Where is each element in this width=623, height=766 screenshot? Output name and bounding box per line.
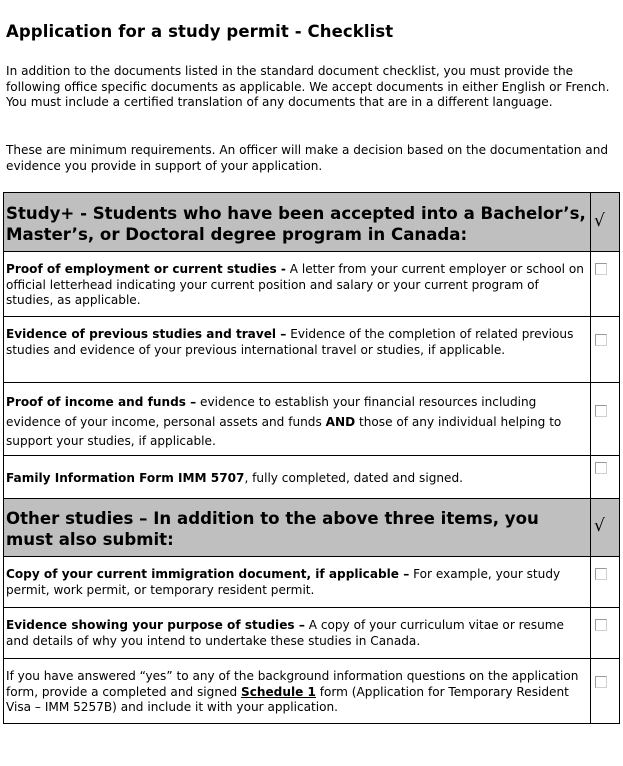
checkbox-icon[interactable]	[595, 619, 607, 631]
item-lead: Proof of income and funds –	[6, 395, 197, 409]
checklist-table	[3, 192, 620, 724]
checkbox[interactable]	[591, 383, 620, 456]
section-mark: √	[594, 516, 605, 537]
page-title: Application for a study permit - Checklist	[6, 22, 394, 41]
item-desc: evidence to establish your financial resources including evidence of your income, personal assets and funds	[6, 395, 537, 429]
item-desc: If you have answered “yes” to any of the background information questions on the application form, provide a completed and signed	[6, 669, 579, 699]
intro-paragraph-1: In addition to the documents listed in the standard document checklist, you must provide the following office specific documents as applicable. We accept documents in either English or French. You must include a certified translation of any documents that are in a different language.	[6, 64, 610, 109]
item-desc: form (Application for Temporary Resident Visa – IMM 5257B) and include it with your application.	[6, 684, 569, 714]
item-desc: A letter from your current employer or school on official letterhead indicating your current position and salary or your current program of studies, as applicable.	[6, 262, 584, 307]
item-lead: Family Information Form IMM 5707	[6, 471, 245, 485]
section-heading: Other studies – In addition to the above three items, you must also submit:	[4, 499, 591, 557]
item-text	[4, 383, 591, 456]
checklist-row	[4, 608, 620, 659]
item-text	[4, 252, 591, 317]
section-header-study-plus	[4, 193, 620, 252]
checkbox-icon[interactable]	[595, 676, 607, 688]
checklist-row	[4, 659, 620, 724]
checkbox[interactable]	[591, 456, 620, 499]
item-lead: Evidence showing your purpose of studies –	[6, 618, 305, 632]
checkbox[interactable]	[591, 557, 620, 608]
section-heading: Study+ - Students who have been accepted into a Bachelor’s, Master’s, or Doctoral degree program in Canada:	[4, 193, 591, 252]
checkbox-icon[interactable]	[595, 568, 607, 580]
item-desc: For example, your study permit, work permit, or temporary resident permit.	[6, 567, 561, 597]
checkmark-icon	[591, 193, 620, 252]
checkbox[interactable]	[591, 608, 620, 659]
checkmark-icon	[591, 499, 620, 557]
checklist-row	[4, 317, 620, 383]
checkbox-icon[interactable]	[595, 334, 607, 346]
item-text	[4, 456, 591, 499]
item-lead: Evidence of previous studies and travel –	[6, 327, 287, 341]
checkbox-icon[interactable]	[595, 405, 607, 417]
item-lead: Proof of employment or current studies -	[6, 262, 286, 276]
checklist-row	[4, 383, 620, 456]
checkbox[interactable]	[591, 317, 620, 383]
checkbox-icon[interactable]	[595, 462, 607, 474]
checkbox[interactable]	[591, 252, 620, 317]
item-desc: Evidence of the completion of related previous studies and evidence of your previous international travel or studies, if applicable.	[6, 327, 574, 357]
section-header-other-studies	[4, 499, 620, 557]
schedule-1-link[interactable]: Schedule 1	[240, 684, 316, 699]
item-text	[4, 608, 591, 659]
item-emphasis: AND	[325, 414, 356, 429]
checklist-row	[4, 557, 620, 608]
checklist-row	[4, 252, 620, 317]
section-mark: √	[594, 210, 605, 231]
item-text	[4, 317, 591, 383]
item-desc: those of any individual helping to support your studies, if applicable.	[6, 414, 562, 448]
checklist-row	[4, 456, 620, 499]
item-desc: A copy of your curriculum vitae or resume and details of why you intend to undertake these studies in Canada.	[6, 618, 564, 648]
item-desc: , fully completed, dated and signed.	[244, 471, 464, 485]
checkbox-icon[interactable]	[595, 263, 607, 275]
checkbox[interactable]	[591, 659, 620, 724]
item-text	[4, 557, 591, 608]
item-text	[4, 659, 591, 724]
intro-paragraph-2: These are minimum requirements. An officer will make a decision based on the documentation and evidence you provide in support of your application.	[6, 143, 609, 173]
item-lead: Copy of your current immigration document, if applicable –	[6, 567, 410, 581]
